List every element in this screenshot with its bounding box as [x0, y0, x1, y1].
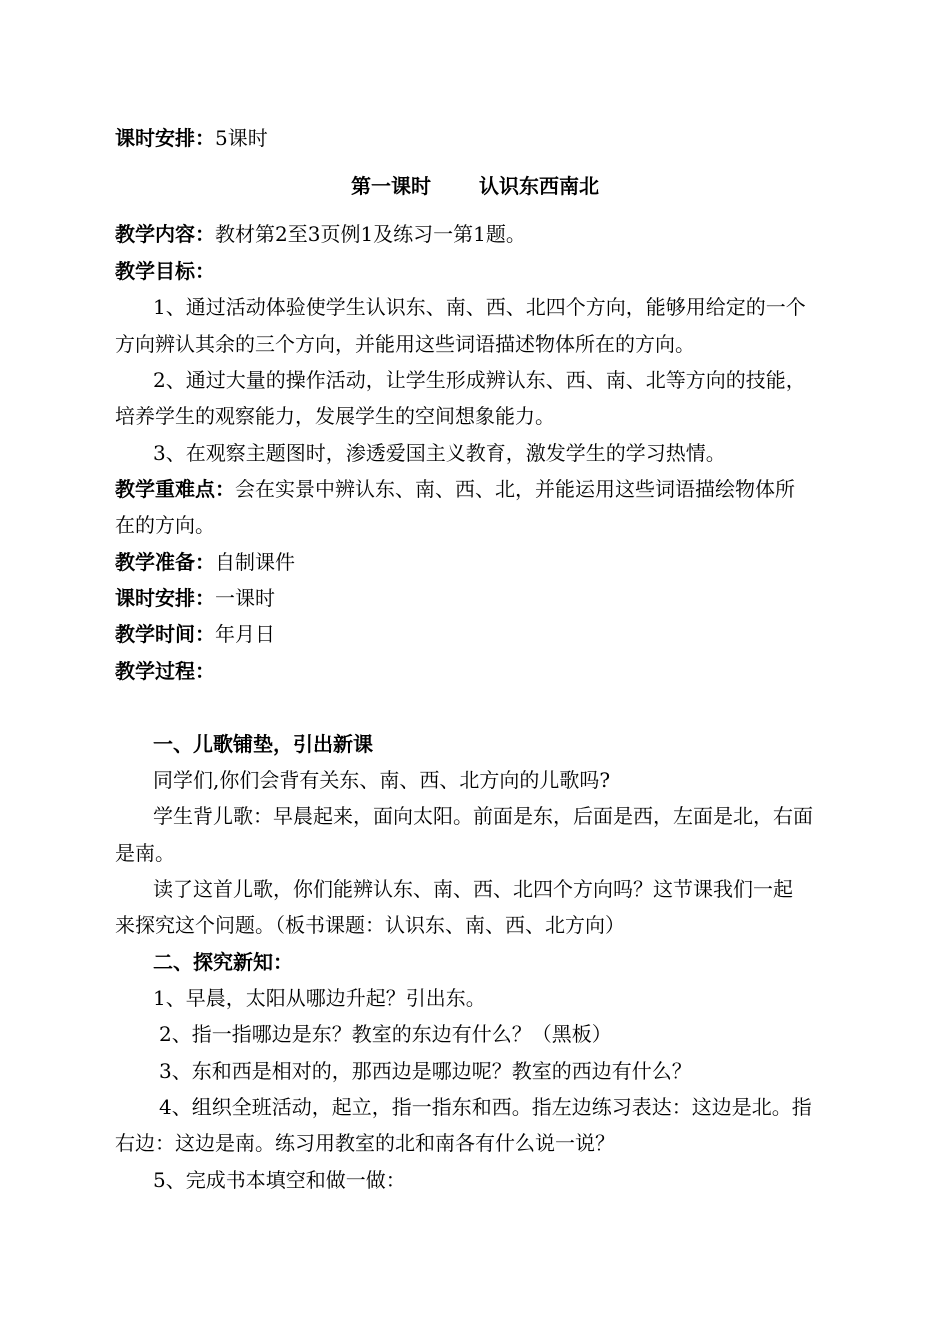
section-2-item-3: 3、东和西是相对的，那西边是哪边呢？教室的西边有什么？ [159, 1059, 692, 1083]
section-2-item-5: 5、完成书本填空和做一做： [153, 1168, 406, 1192]
process-label: 教学过程： [115, 659, 215, 683]
goal-2-line-1: 2、通过大量的操作活动，让学生形成辨认东、西、南、北等方向的技能， [153, 368, 806, 392]
prep-label: 教学准备： [115, 550, 215, 574]
goal-3-line-1: 3、在观察主题图时，渗透爱国主义教育，激发学生的学习热情。 [153, 441, 726, 465]
time-row [115, 616, 840, 652]
schedule-row [115, 580, 840, 616]
schedule-label: 课时安排： [115, 586, 215, 610]
time-value: 年月日 [215, 622, 275, 646]
content-value: 教材第2至3页例1及练习一第1题。 [215, 222, 526, 246]
section-1-paragraph-2-line-1: 学生背儿歌：早晨起来，面向太阳。前面是东，后面是西，左面是北，右面 [153, 804, 813, 828]
section-2-item-4-line-1: 4、组织全班活动，起立，指一指东和西。指左边练习表达：这边是北。指 [159, 1095, 812, 1119]
section-1-paragraph-1: 同学们,你们会背有关东、南、西、北方向的儿歌吗? [153, 768, 611, 792]
prep-value: 自制课件 [215, 550, 295, 574]
goal-1-line-1: 1、通过活动体验使学生认识东、南、西、北四个方向，能够用给定的一个 [153, 295, 806, 319]
prep-row [115, 544, 840, 580]
schedule-top-value: 5课时 [215, 126, 268, 150]
section-2-heading: 二、探究新知： [153, 950, 293, 974]
time-label: 教学时间： [115, 622, 215, 646]
section-1-heading: 一、儿歌铺垫，引出新课 [153, 732, 373, 756]
section-1-paragraph-3-line-1: 读了这首儿歌，你们能辨认东、南、西、北四个方向吗？这节课我们一起 [153, 877, 793, 901]
section-2-item-4-line-2: 右边：这边是南。练习用教室的北和南各有什么说一说？ [115, 1131, 615, 1155]
section-1-paragraph-2-line-2: 是南。 [115, 841, 175, 865]
goal-2-line-2: 培养学生的观察能力，发展学生的空间想象能力。 [115, 404, 555, 428]
schedule-top-row [115, 120, 840, 156]
lesson-title-part1: 第一课时 [351, 174, 431, 198]
goal-1-line-2: 方向辨认其余的三个方向，并能用这些词语描述物体所在的方向。 [115, 332, 695, 356]
section-2-item-2: 2、指一指哪边是东？教室的东边有什么？（黑板） [159, 1022, 612, 1046]
keypoints-line-2: 在的方向。 [115, 513, 215, 537]
lesson-title-part2: 认识东西南北 [479, 174, 599, 198]
content-row [115, 216, 840, 252]
content-label: 教学内容： [115, 222, 215, 246]
section-2-item-1: 1、早晨，太阳从哪边升起？引出东。 [153, 986, 486, 1010]
section-1-paragraph-3-line-2: 来探究这个问题。（板书课题：认识东、南、西、北方向） [115, 913, 625, 937]
goals-label: 教学目标： [115, 259, 215, 283]
keypoints-row [115, 471, 840, 507]
lesson-title [0, 168, 950, 204]
schedule-value: 一课时 [215, 586, 275, 610]
schedule-top-label: 课时安排： [115, 126, 215, 150]
keypoints-line-1: 会在实景中辨认东、南、西、北，并能运用这些词语描绘物体所 [235, 477, 795, 501]
keypoints-label: 教学重难点： [115, 477, 235, 501]
